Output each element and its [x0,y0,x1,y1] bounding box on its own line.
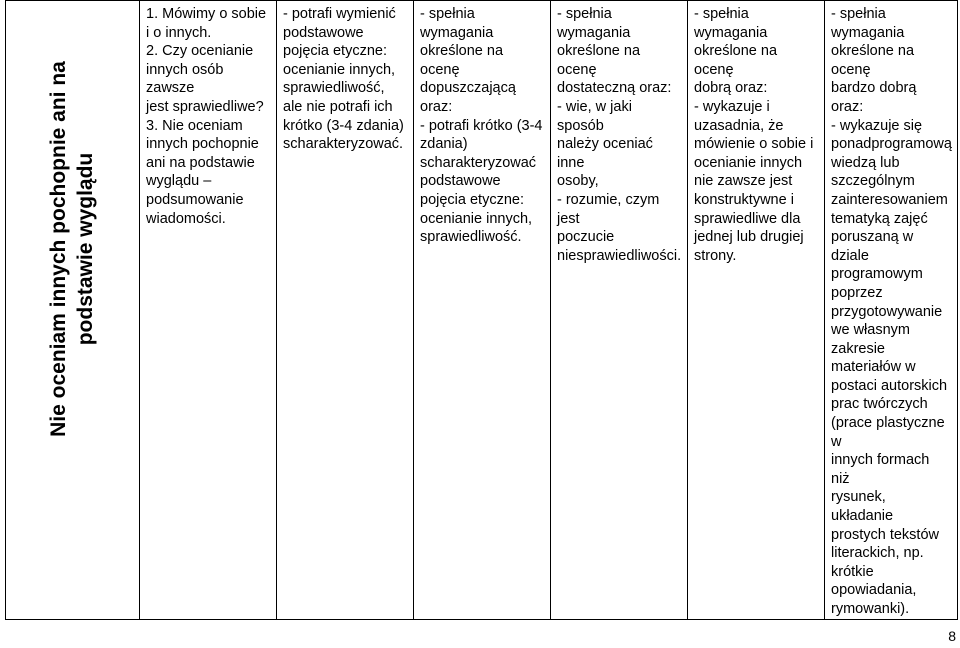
text-line: zainteresowaniem [831,191,948,208]
text-line: krótkie [831,563,874,580]
list-item: jest sprawiedliwe? [146,98,264,115]
text-line: ponadprogramową [831,136,952,153]
text-line: wymagania [831,24,905,41]
list-item: ani na podstawie [146,154,255,171]
text-line: określone na ocenę [420,43,504,78]
text-line: ocenianie innych, [420,210,533,227]
text-line: pojęcia etyczne: [283,43,387,60]
text-line: ocenianie innych, [283,61,396,78]
text-line: bardzo dobrą oraz: [831,80,917,115]
list-item: wiadomości. [146,210,226,227]
text-line: należy oceniać inne [557,136,653,171]
text-line: ale nie potrafi ich [283,98,393,115]
text-line: sprawiedliwość, [283,80,385,97]
text-line: prostych tekstów [831,526,939,543]
list-item: podsumowanie [146,191,244,208]
grade-criteria-cell-6 [825,1,958,620]
text-line: sprawiedliwe dla [694,210,801,227]
text-line: określone na ocenę [557,43,641,78]
text-line: podstawowe [420,173,501,190]
text-line: podstawowe [283,24,364,41]
list-item: i o innych. [146,24,212,41]
list-item: innych osób zawsze [146,61,224,97]
list-item: 2. Czy ocenianie [146,43,254,60]
text-line: wymagania [557,24,631,41]
text-line: literackich, np. [831,545,924,562]
text-line: rysunek, układanie [831,489,894,525]
text-line: krótko (3-4 zdania) [283,117,404,134]
list-item: 3. Nie oceniam [146,117,243,134]
text-line: - spełnia [694,6,749,22]
text-line: scharakteryzować. [283,136,404,153]
grade-criteria-cell-3 [414,1,551,620]
grade-criteria-cell-2 [277,1,414,620]
text-line: zdania) [420,136,468,153]
text-line: - wykazuje i [694,98,770,115]
text-line: sprawiedliwość. [420,229,522,246]
text-line: niesprawiedliwości. [557,247,682,264]
page-number: 8 [948,628,956,644]
text-line: scharakteryzować [420,154,537,171]
text-line: poruszaną w dziale [831,229,914,264]
text-line: we własnym [831,322,910,339]
text-line: dostateczną oraz: [557,80,672,97]
list-item: wyglądu – [146,173,212,190]
text-line: nie zawsze jest [694,173,793,190]
grade-criteria-cell-5 [688,1,825,620]
text-line: - potrafi krótko (3-4 [420,117,543,134]
text-line: innych formach niż [831,452,930,487]
table-row [6,1,958,620]
text-line: wymagania [420,24,494,41]
text-line: - wykazuje się [831,117,923,134]
text-line: mówienie o sobie i [694,136,814,153]
list-item: innych pochopnie [146,136,259,153]
text-line: ocenianie innych [694,154,803,171]
text-line: programowym [831,266,923,283]
text-line: - spełnia [831,6,886,22]
text-line: dopuszczającą oraz: [420,80,516,115]
list-item: 1. Mówimy o sobie [146,6,267,22]
topic-heading-cell [6,1,140,620]
text-line: osoby, [557,173,599,190]
text-line: konstruktywne i [694,191,794,208]
text-line: zakresie [831,340,885,357]
text-line: wymagania [694,24,768,41]
grading-criteria-table [5,0,958,620]
text-line: - potrafi wymienić [283,6,396,22]
text-line: strony. [694,247,737,264]
text-line: - spełnia [557,6,612,22]
text-line: określone na ocenę [831,43,915,78]
text-line: uzasadnia, że [694,117,784,134]
topic-heading: Nie oceniam innych pochopnie ani na podstawie wyglądu [47,61,97,437]
text-line: wiedzą lub [831,154,900,171]
text-line: (prace plastyczne w [831,415,945,450]
text-line: - wie, w jaki sposób [557,98,632,134]
text-line: - rozumie, czym jest [557,191,660,227]
text-line: tematyką zajęć [831,210,928,227]
text-line: prac twórczych [831,396,928,413]
text-line: określone na ocenę [694,43,778,78]
text-line: opowiadania, [831,582,917,599]
grade-criteria-cell-4 [551,1,688,620]
text-line: przygotowywanie [831,303,943,320]
text-line: szczególnym [831,173,915,190]
lesson-topics-cell [140,1,277,620]
text-line: poprzez [831,284,883,301]
text-line: pojęcia etyczne: [420,191,524,208]
text-line: dobrą oraz: [694,80,768,97]
text-line: materiałów w [831,359,916,376]
text-line: postaci autorskich [831,377,948,394]
text-line: poczucie [557,229,615,246]
text-line: - spełnia [420,6,475,22]
text-line: jednej lub drugiej [694,229,804,246]
text-line: rymowanki). [831,601,910,617]
